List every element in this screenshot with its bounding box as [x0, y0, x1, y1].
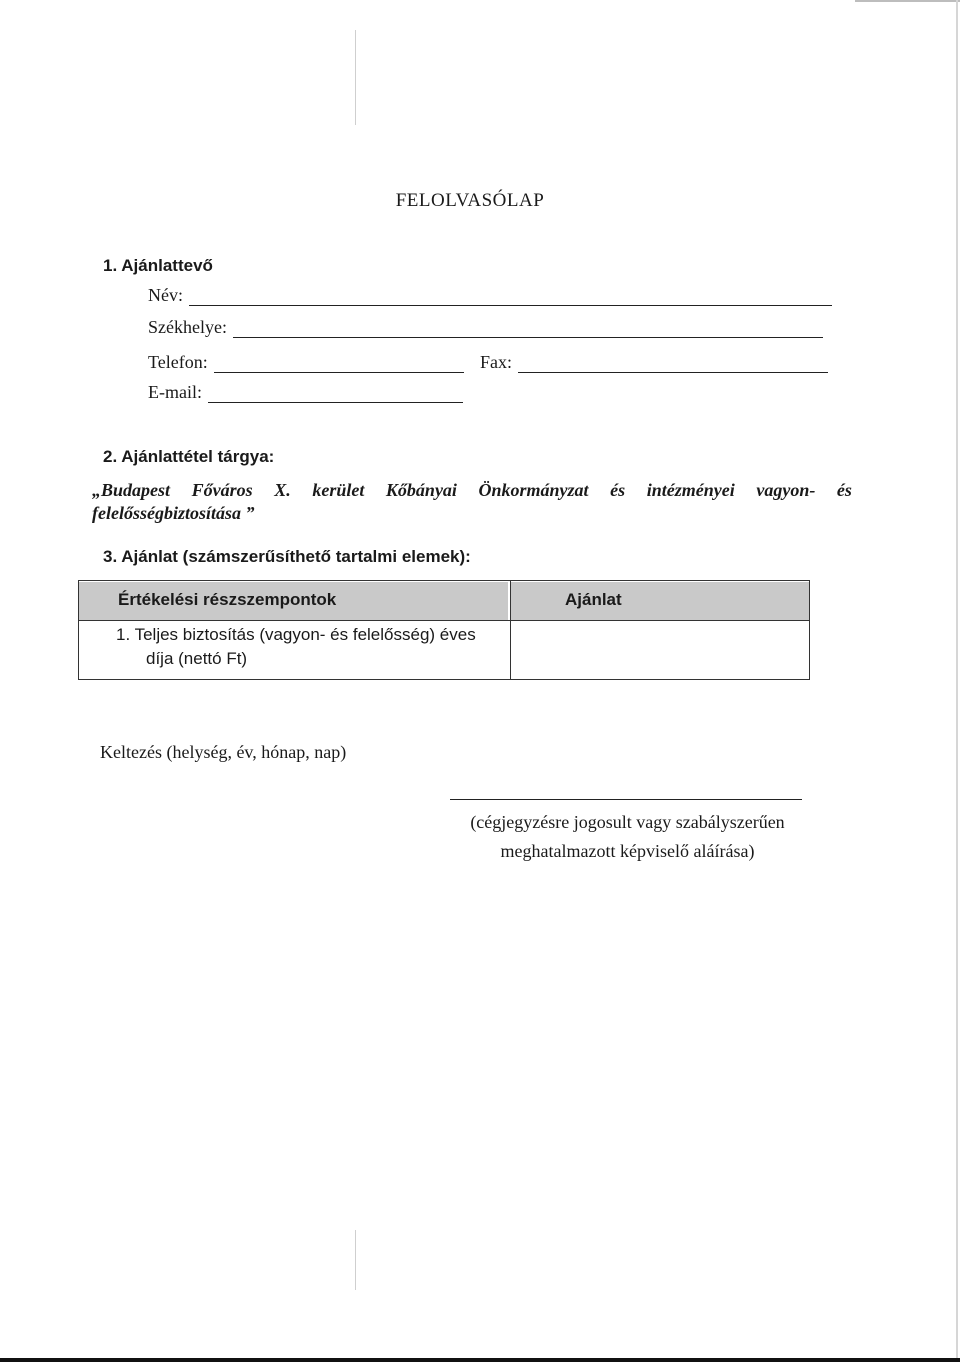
scan-edge-top	[855, 0, 960, 2]
section-2-heading: 2. Ajánlattétel tárgya:	[103, 447, 275, 466]
signature-caption-line-2: meghatalmazott képviselő aláírása)	[500, 841, 755, 861]
fax-label: Fax:	[480, 352, 513, 372]
seat-input-line[interactable]	[233, 336, 823, 338]
signature-caption-line-1: (cégjegyzésre jogosult vagy szabályszerűen	[470, 812, 785, 832]
phone-label: Telefon:	[148, 352, 208, 372]
phone-input-line[interactable]	[214, 371, 464, 373]
offer-value-cell[interactable]	[523, 632, 803, 672]
seat-label: Székhelye:	[148, 317, 227, 337]
email-label: E-mail:	[148, 382, 202, 402]
subject-word: X.	[274, 480, 291, 500]
subject-word: Önkormányzat	[478, 480, 589, 500]
criterion-line-1: 1. Teljes biztosítás (vagyon- és felelősség) éves	[116, 625, 476, 644]
subject-line-2: felelősségbiztosítása ”	[92, 503, 255, 523]
subject-word: „Budapest	[92, 480, 171, 500]
fax-input-line[interactable]	[518, 371, 828, 373]
offer-table	[78, 580, 810, 680]
table-header-offer	[511, 582, 810, 620]
scan-edge-bottom	[0, 1358, 960, 1362]
fax-field	[480, 352, 828, 373]
scan-edge-right	[956, 0, 958, 1362]
page-title: FELOLVASÓLAP	[395, 190, 545, 211]
subject-line-1	[92, 479, 852, 502]
signature-line[interactable]	[450, 799, 802, 800]
table-header-criteria	[78, 582, 508, 620]
table-column-divider	[510, 580, 511, 680]
section-3-heading: 3. Ajánlat (számszerűsíthető tartalmi elemek):	[103, 547, 471, 566]
section-1-heading: 1. Ajánlattevő	[103, 256, 213, 275]
subject-word: vagyon-	[756, 480, 816, 500]
fold-mark-top	[355, 30, 356, 125]
date-label: Keltezés (helység, év, hónap, nap)	[100, 742, 347, 762]
subject-word: Kőbányai	[385, 480, 457, 500]
seat-field	[148, 317, 823, 338]
table-row-criterion	[116, 623, 476, 671]
subject-word: és	[610, 480, 626, 500]
name-label: Név:	[148, 285, 183, 305]
phone-field	[148, 352, 464, 373]
table-border-right	[809, 580, 810, 680]
subject-word: és	[836, 480, 852, 500]
criteria-header-label: Értékelési részszempontok	[118, 590, 337, 609]
table-border-bottom	[78, 679, 810, 680]
fold-mark-bottom	[355, 1230, 356, 1290]
subject-word: intézményei	[646, 480, 735, 500]
subject-word: kerület	[312, 480, 365, 500]
name-input-line[interactable]	[189, 304, 832, 306]
subject-text	[92, 479, 852, 525]
signature-caption	[430, 808, 825, 866]
criterion-line-2: díja (nettó Ft)	[146, 649, 248, 668]
email-field	[148, 382, 463, 403]
table-header-divider	[78, 620, 810, 621]
offer-header-label: Ajánlat	[565, 590, 622, 609]
table-border-left	[78, 580, 79, 680]
table-border-top	[78, 580, 810, 581]
subject-word: Főváros	[191, 480, 253, 500]
email-input-line[interactable]	[208, 401, 463, 403]
name-field	[148, 285, 832, 306]
